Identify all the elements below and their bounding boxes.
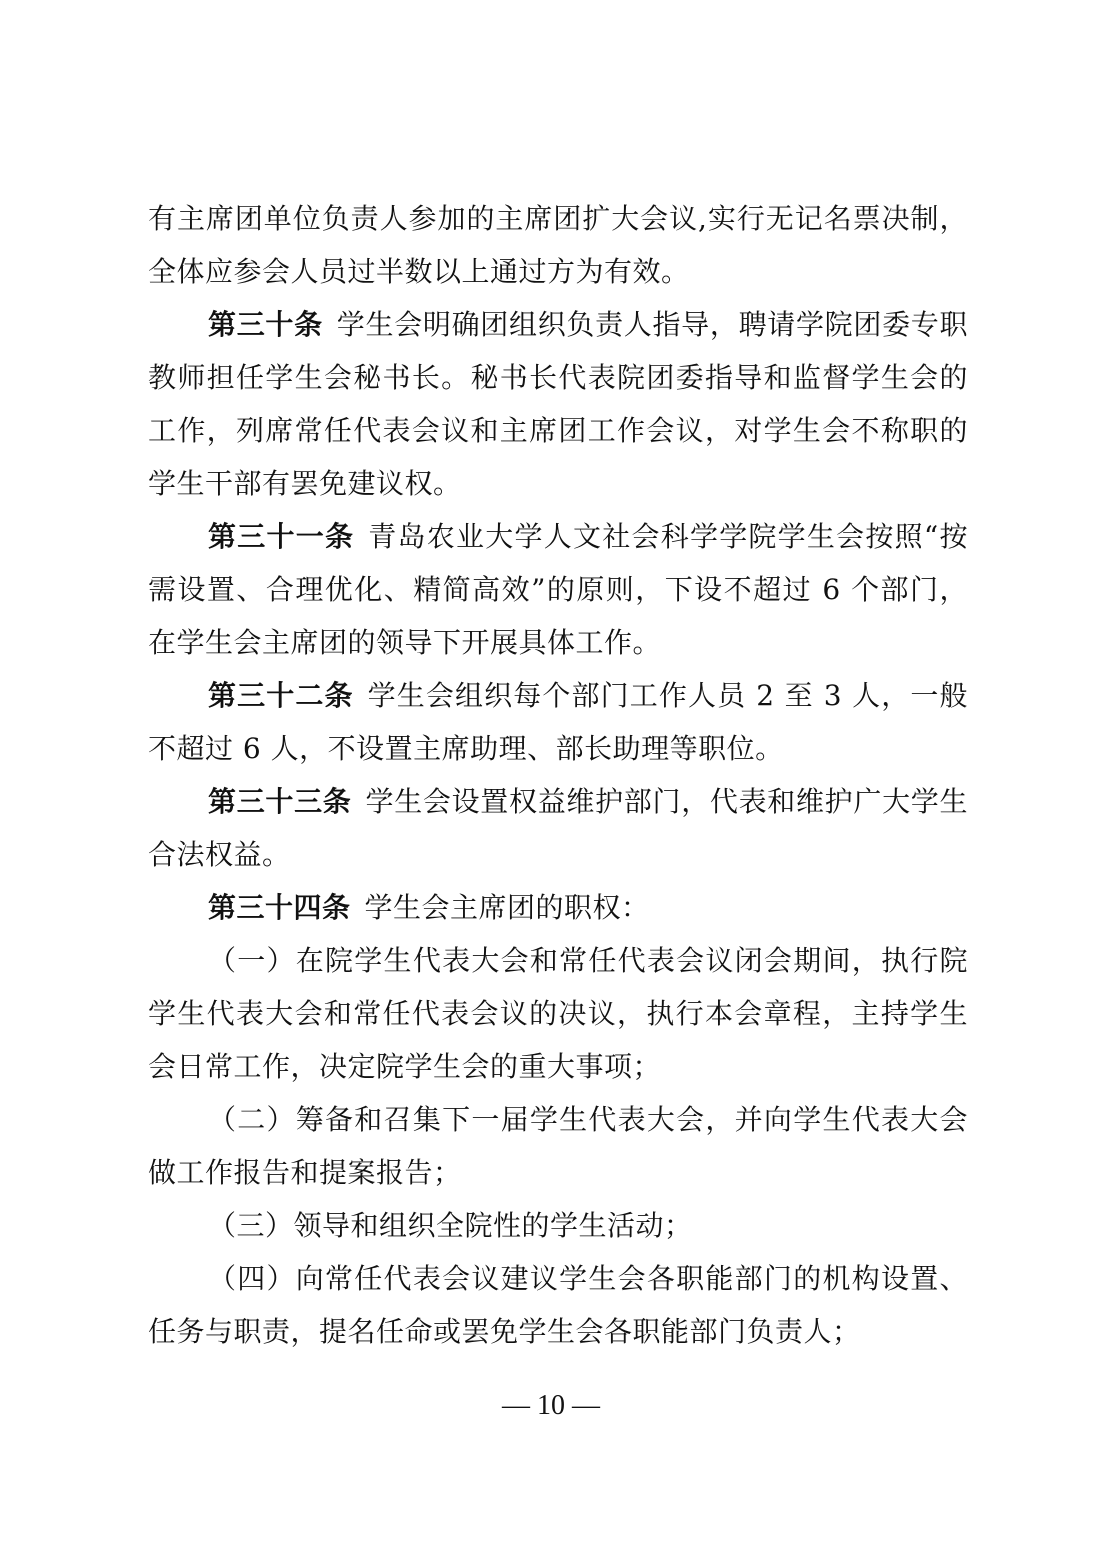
paragraph-text: 有主席团单位负责人参加的主席团扩大会议,实行无记名票决制，全体应参会人员过半数以上通过方为有效。	[148, 202, 968, 288]
article-number: 第三十一条	[208, 520, 355, 553]
article-paragraph	[148, 298, 968, 510]
paragraph-text: 学生会设置权益维护部门，代表和维护广大学生合法权益。	[148, 785, 968, 871]
paragraph-text: （四）向常任代表会议建议学生会各职能部门的机构设置、任务与职责，提名任命或罢免学生会各职能部门负责人；	[148, 1262, 968, 1348]
list-item	[148, 1252, 968, 1358]
article-paragraph	[148, 881, 968, 934]
article-number: 第三十条	[208, 308, 323, 341]
article-number: 第三十四条	[208, 891, 351, 924]
article-paragraph	[148, 775, 968, 881]
document-body	[148, 192, 968, 1358]
paragraph-text: （三）领导和组织全院性的学生活动；	[208, 1209, 693, 1242]
paragraph	[148, 192, 968, 298]
list-item	[148, 934, 968, 1093]
list-item	[148, 1093, 968, 1199]
article-number: 第三十二条	[208, 679, 354, 712]
article-paragraph	[148, 510, 968, 669]
paragraph-text: （一）在院学生代表大会和常任代表会议闭会期间，执行院学生代表大会和常任代表会议的决议，执行本会章程，主持学生会日常工作，决定院学生会的重大事项；	[148, 944, 968, 1083]
list-item	[148, 1199, 968, 1252]
paragraph-text: 学生会组织每个部门工作人员 2 至 3 人，一般不超过 6 人，不设置主席助理、部长助理等职位。	[148, 679, 968, 765]
paragraph-text: 学生会主席团的职权：	[364, 891, 650, 924]
paragraph-text: 学生会明确团组织负责人指导，聘请学院团委专职教师担任学生会秘书长。秘书长代表院团委指导和监督学生会的工作，列席常任代表会议和主席团工作会议，对学生会不称职的学生干部有罢免建议权。	[148, 308, 968, 500]
page-number: — 10 —	[502, 1390, 600, 1421]
article-number: 第三十三条	[208, 785, 352, 818]
paragraph-text: 青岛农业大学人文社会科学学院学生会按照“按需设置、合理优化、精简高效”的原则，下设不超过 6 个部门，在学生会主席团的领导下开展具体工作。	[148, 520, 968, 659]
article-paragraph	[148, 669, 968, 775]
paragraph-text: （二）筹备和召集下一届学生代表大会，并向学生代表大会做工作报告和提案报告；	[148, 1103, 968, 1189]
